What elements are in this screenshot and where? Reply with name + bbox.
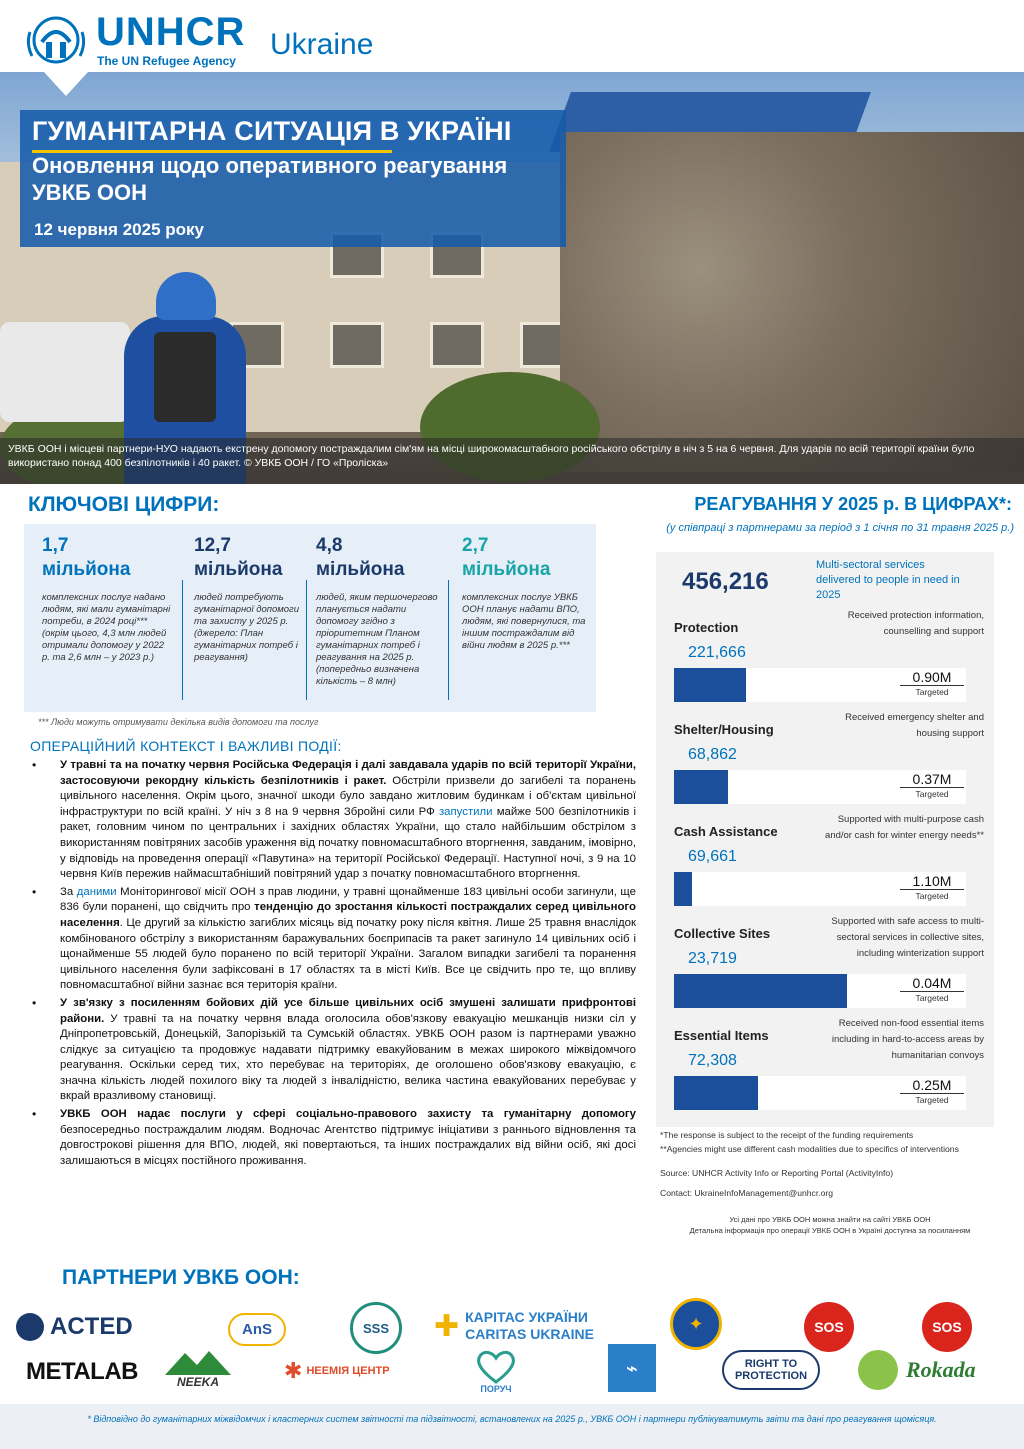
sector-value: 68,862 [688,746,737,763]
partner-logo-acted [16,1310,146,1344]
progress-bar [674,668,966,702]
partner-logo-poruch [466,1344,526,1398]
key-figure-value: 1,7 [42,535,69,556]
partner-name: Rokada [906,1357,976,1382]
partner-logo-caritas [434,1306,614,1346]
target-label: Targeted [900,1093,964,1106]
progress-fill [674,668,746,702]
sector-name: Essential Items [674,1028,769,1043]
sector-desc: Received emergency shelter and housing support [845,712,984,739]
map-icon: ⌁ [625,1357,639,1380]
target [900,771,964,800]
page-date: 12 червня 2025 року [34,220,204,239]
list-item [30,996,636,1105]
partner-name: НЕЕМІЯ ЦЕНТР [306,1365,390,1377]
partner-logo-neeka [162,1346,234,1392]
header-pointer [44,72,88,96]
context-text: . Це другий за кількістю загиблих місяць від початку року після квітня. Лише 25 травня внаслідок комбінованого обстрілу з використанням баражувальних боєприпасів та ракет загинуло 14 цивільних осіб і щонайменше 55 людей було поранено по всій території України. Загалом випадки загибелі та поранення цивільного населення були зафіксовані в 17 областях та в місті Київ. Все це свідчить про те, що впливу повномасштабної війни зазнає вся територія країни. [60,916,636,992]
context-text: майже 500 безпілотників і ракет, головним чином по центральних і західних областях України, що стало найбільшим обстрілом з використанням повітряних засобів ураження від початку повномасштабного вторгнення, завданим, імовірно, у відповідь на проведення операції «Павутина» на території Російської Федерації. Наступної ночі, з 9 на 10 червня Київ пережив наймасштабніший повітряний удар з початку повномасштабного вторгнення. [60,805,637,881]
sector-desc: Received non-food essential items including in hard-to-access areas by humanitarian convoys [831,1018,984,1061]
key-figure-unit: мільйона [42,559,131,580]
partner-logo-r2p [722,1348,820,1392]
target-label: Targeted [900,787,964,800]
context-link[interactable]: даними [76,885,117,898]
sector-desc: Supported with safe access to multi-sectoral services in collective sites, including winterization support [831,916,984,959]
sector-value: 23,719 [688,950,737,967]
key-figure-desc: комплексних послуг УВКБ ООН планує надати ВПО, людям, які повернулися, та іншим постраждалим від війни людям в 2025 р.*** [462,592,586,651]
context-text: Моніторингової місії ООН з прав людини, у травні щонайменше 183 цивільні особи загинули, ще 836 були поранені, що свідчить про [60,885,636,914]
list-item [30,1107,636,1169]
title-box [20,110,566,247]
page-subtitle: Оновлення щодо оперативного реагування УВКБ ООН [32,153,508,205]
partner-logo-square [608,1344,656,1392]
partner-name: CARITAS UKRAINE [465,1326,594,1342]
key-figure [462,534,590,652]
progress-fill [674,872,692,906]
sector-value: 72,308 [688,1052,737,1069]
partner-name: SOS [814,1319,844,1335]
target-label: Targeted [900,991,964,1004]
context-bold: У травні та на початку червня Російська Федерація і далі завдавала ударів по всій території України, застосовуючи рекордну кількість безпілотників і ракет. [60,759,636,787]
target [900,873,964,902]
partner-logo-rokada [858,1348,998,1392]
note: *The response is subject to the receipt of the funding requirements [660,1130,914,1140]
key-figure-value: 12,7 [194,535,231,556]
key-figures-title: КЛЮЧОВІ ЦИФРИ: [28,493,220,516]
target-label: Targeted [900,889,964,902]
info-link[interactable]: Усі дані про УВКБ ООН можна знайти на сайті УВКБ ООН [729,1215,931,1224]
key-figures-note: *** Люди можуть отримувати декілька видів допомоги та послуг [38,717,319,727]
sector-cash-assistance [674,812,984,908]
list-item [30,885,636,994]
response-notes [660,1128,1000,1200]
sector-desc: Received protection information, counselling and support [847,610,984,637]
target [900,975,964,1004]
sector-value: 221,666 [688,644,746,661]
context-title: ОПЕРАЦІЙНИЙ КОНТЕКСТ І ВАЖЛИВІ ПОДІЇ: [30,738,342,754]
sector-shelter-housing [674,710,984,806]
sector-desc: Supported with multi-purpose cash and/or cash for winter energy needs** [825,814,984,841]
partner-name: RIGHT TO PROTECTION [722,1350,820,1390]
info-link[interactable]: Детальна інформація про операції УВКБ ООН в Україні доступна за посиланням [689,1226,971,1235]
divider [448,580,449,700]
acted-icon [16,1313,44,1341]
partner-name: КАРІТАС УКРАЇНИ [465,1309,588,1325]
sector-name: Shelter/Housing [674,722,774,737]
partners-title: ПАРТНЕРИ УВКБ ООН: [62,1266,300,1289]
page-title: ГУМАНІТАРНА СИТУАЦІЯ В УКРАЇНІ [32,116,512,146]
context-bold: тенденцію до зростання кількості постраждалих серед цивільного населення [60,901,636,929]
response-title: РЕАГУВАННЯ У 2025 р. В ЦИФРАХ*: [694,494,1012,514]
source: Source: UNHCR Activity Info or Reporting Portal (ActivityInfo) [660,1168,894,1178]
key-figure-desc: людей, яким першочергово планується надати допомогу згідно з пріоритетним Планом гуманітарних потреб і реагування на 2025 р. (попередньо визначена кількість – 8 млн) [316,592,438,687]
target [900,669,964,698]
partner-name: AnS [228,1313,286,1346]
progress-fill [674,1076,758,1110]
photo-caption: УВКБ ООН і місцеві партнери-НУО надають екстрену допомогу постраждалим сім'ям на місці широкомасштабного російського обстрілу в ніч з 5 на 6 червня. Для ударів по всій території країни було використано понад 400 безпілотників і 40 ракет. © УВКБ ООН / ГО «Проліска» [0,438,1024,484]
partner-logo-sos [804,1302,854,1352]
partner-logo-metalab [24,1356,140,1388]
target-value: 0.25M [912,1077,952,1093]
key-figure-value: 2,7 [462,535,489,556]
key-figure-unit: мільйона [194,559,283,580]
response-subtitle: (у співпраці з партнерами за період з 1 січня по 31 травня 2025 р.) [666,522,1014,534]
partner-name: ACTED [50,1313,133,1340]
mountains-icon [165,1349,231,1375]
target-value: 0.90M [912,669,952,685]
progress-fill [674,770,728,804]
partner-name: METALAB [25,1358,139,1385]
target [900,1077,964,1106]
figure-icon: ✱ [284,1358,303,1383]
context-text: безпосередньо постраждалим людям. Водночас Агентство підтримує ініціативи з раннього відновлення та довгострокові рішення для ВПО, людей, які повертаються, та інших постраждалих від війни осіб, які досі залишаються в місцях постійного проживання. [60,1123,636,1167]
response-panel [656,552,994,1127]
logo-name: UNHCR [96,10,246,54]
country-name: Ukraine [270,28,374,61]
context-text: У травні та на початку червня влада оголосила обов'язкову евакуацію мешканців низки сіл у Дніпропетровській, Донецькій, Запорізькій та Сумській областях. УВКБ ООН разом із партнерами уважно слідкує за ситуацією та продовжує надавати підтримку евакуйованим в межах широкого міжвідомчого реагування. Оскільки серед тих, хто перебуває на територіях, де оголошено обов'язкову евакуацію, є значна кількість людей похилого віку та людей з інвалідністю, велика частина евакуйованих перебуває у вкрай вразливому становищі. [60,1012,636,1103]
divider [182,580,183,700]
partner-name: ПОРУЧ [480,1384,512,1394]
partner-name: SOS [932,1319,962,1335]
key-figure-desc: людей потребують гуманітарної допомоги та захисту у 2025 р. (джерело: План гуманітарних потреб і реагування) [194,592,300,663]
sector-collective-sites [674,914,984,1010]
total-services-label: Multi-sectoral services delivered to people in need in 2025 [816,559,960,601]
target-value: 0.04M [912,975,952,991]
progress-bar [674,974,966,1008]
photo-vehicle [0,322,130,422]
footer [0,1404,1024,1449]
response-links [660,1214,1000,1236]
progress-bar [674,770,966,804]
contact: Contact: UkraineInfoManagement@unhcr.org [660,1188,834,1198]
list-item [30,758,636,883]
context-bold: У зв'язку з посиленням бойових дій усе більше цивільних осіб змушені залишати прифронтові райони. [60,996,636,1025]
key-figure-unit: мільйона [462,559,551,580]
progress-bar [674,1076,966,1110]
sector-protection [674,608,984,704]
heart-icon [474,1348,518,1384]
key-figure [194,534,306,664]
total-services-value: 456,216 [682,568,769,595]
target-value: 1.10M [912,873,952,889]
context-text: За [60,885,77,898]
header [0,0,1024,72]
leaf-icon [858,1350,898,1390]
partner-logo-emblem [670,1298,722,1350]
context-bold: УВКБ ООН надає послуги у сфері соціально-правового захисту та гуманітарну допомогу [60,1108,636,1121]
context-list [30,758,636,1171]
target-value: 0.37M [912,771,952,787]
sector-name: Protection [674,620,739,635]
progress-bar [674,872,966,906]
sector-name: Cash Assistance [674,824,778,839]
context-link[interactable]: запустили [438,805,493,818]
context-text: Обстріли призвели до загибелі та поранень цивільного населення. Окрім цього, значної шкоди було завдано житловим будинкам і об'єктам цивільної інфраструктури по всій країні. У ніч з 8 на 9 червня Збройні сили РФ [60,774,636,818]
partner-name: NEEKA [176,1375,219,1389]
sector-essential-items [674,1016,984,1112]
partner-logo-sss [350,1302,402,1354]
progress-fill [674,974,847,1008]
sector-name: Collective Sites [674,926,771,941]
target-label: Targeted [900,685,964,698]
partner-logo-neemia [284,1352,400,1390]
emblem-icon: ✦ [688,1313,704,1334]
key-figure-value: 4,8 [316,535,343,556]
footer-text: * Відповідно до гуманітарних міжвідомчих і кластерних систем звітності та підзвітності, встановлених на 2025 р., УВКБ ООН і партнери публікуватимуть звіти та дані про реагування щомісяця. [87,1414,937,1424]
note: **Agencies might use different cash modalities due to specifics of interventions [660,1144,959,1154]
key-figure-desc: комплексних послуг надано людям, які мали гуманітарні потреби, в 2024 році*** (окрім цього, 4,3 млн людей отримали допомогу у 2022 р. та 2,6 млн – у 2023 р.) [42,592,171,663]
cross-icon: ✚ [434,1309,460,1343]
unhcr-logo-icon [24,12,88,66]
partner-logo-sos [922,1302,972,1352]
sector-value: 69,661 [688,848,737,865]
logo-tagline: The UN Refugee Agency [97,54,236,68]
key-figure [42,534,174,664]
photo-rubble [560,132,1024,472]
divider [306,580,307,700]
key-figures-box [24,524,596,712]
partner-name: SSS [362,1320,389,1336]
key-figure-unit: мільйона [316,559,405,580]
key-figure [316,534,444,688]
